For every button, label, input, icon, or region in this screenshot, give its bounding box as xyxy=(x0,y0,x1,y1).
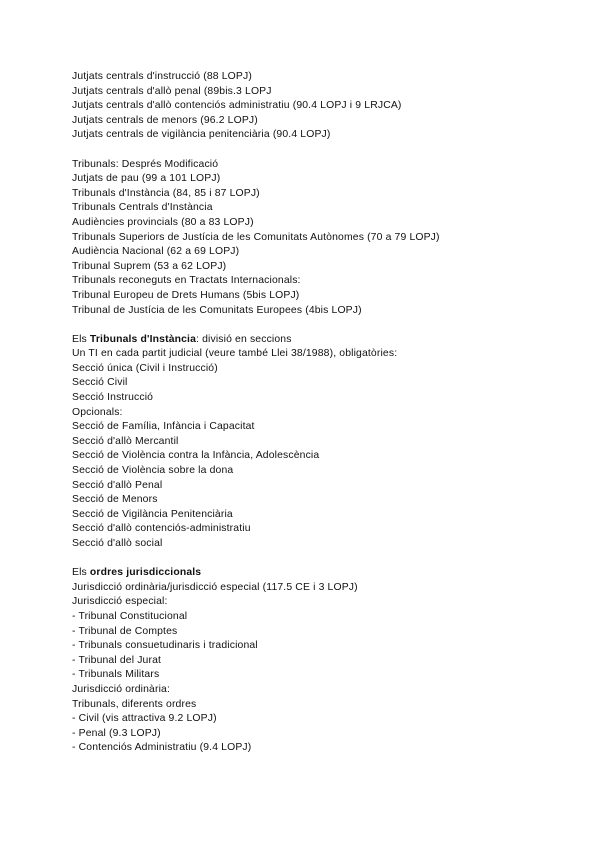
list-item: Tribunal Europeu de Drets Humans (5bis LOPJ) xyxy=(72,289,300,301)
section-heading: Els Tribunals d'Instància: divisió en seccions xyxy=(72,333,292,345)
list-item: - Tribunal del Jurat xyxy=(72,654,162,666)
spacer xyxy=(72,143,552,158)
list-item: Jurisdicció ordinària/jurisdicció especial (117.5 CE i 3 LOPJ) xyxy=(72,581,358,593)
list-item: Tribunals, diferents ordres xyxy=(72,698,197,710)
list-item: Tribunals Superiors de Justícia de les Comunitats Autònomes (70 a 79 LOPJ) xyxy=(72,231,440,243)
ordres-section xyxy=(72,566,552,756)
central-courts-list xyxy=(72,70,552,143)
document-page xyxy=(72,70,552,756)
list-item: Jurisdicció especial: xyxy=(72,596,168,608)
list-item: Jutjats centrals d'instrucció (88 LOPJ) xyxy=(72,71,252,82)
list-item: Secció Instrucció xyxy=(72,392,154,404)
list-item: Secció de Violència sobre la dona xyxy=(72,465,234,477)
tribunals-list xyxy=(72,158,552,319)
list-item: - Tribunal de Comptes xyxy=(72,625,178,637)
list-item: Secció d'allò contenciós-administratiu xyxy=(72,523,251,535)
list-item: Tribunals: Després Modificació xyxy=(72,158,219,170)
list-item: Jutjats centrals d'allò penal (89bis.3 LOPJ xyxy=(72,85,272,97)
list-item: Jutjats centrals d'allò contenciós administratiu (90.4 LOPJ i 9 LRJCA) xyxy=(72,100,402,112)
list-item: - Penal (9.3 LOPJ) xyxy=(72,727,161,739)
list-item: - Contenciós Administratiu (9.4 LOPJ) xyxy=(72,742,252,754)
list-item: Secció de Vigilància Penitenciària xyxy=(72,508,233,520)
list-item: Tribunals reconeguts en Tractats Internacionals: xyxy=(72,275,301,287)
list-item: Secció única (Civil i Instrucció) xyxy=(72,362,218,374)
list-item: Tribunal Suprem (53 a 62 LOPJ) xyxy=(72,260,227,272)
list-item: Jutjats de pau (99 a 101 LOPJ) xyxy=(72,173,221,185)
list-item: Un TI en cada partit judicial (veure també Llei 38/1988), obligatòries: xyxy=(72,348,398,360)
list-item: Jutjats centrals de vigilància penitenciària (90.4 LOPJ) xyxy=(72,129,331,141)
list-item: Opcionals: xyxy=(72,406,123,418)
list-item: Secció de Violència contra la Infància, Adolescència xyxy=(72,450,320,462)
spacer xyxy=(72,552,552,567)
list-item: Tribunals d'Instància (84, 85 i 87 LOPJ) xyxy=(72,187,260,199)
list-item: Secció Civil xyxy=(72,377,128,389)
list-item: Secció d'allò Penal xyxy=(72,479,163,491)
list-item: Audiència Nacional (62 a 69 LOPJ) xyxy=(72,246,240,258)
heading-emphasis: ordres jurisdiccionals xyxy=(89,567,202,579)
list-item: Secció de Família, Infància i Capacitat xyxy=(72,421,255,433)
list-item: Jutjats centrals de menors (96.2 LOPJ) xyxy=(72,114,258,126)
instancia-section xyxy=(72,333,552,552)
section-heading: Els ordres jurisdiccionals xyxy=(72,567,202,579)
heading-emphasis: Tribunals d'Instància xyxy=(89,333,197,345)
list-item: - Tribunals Militars xyxy=(72,669,160,681)
list-item: - Civil (vis attractiva 9.2 LOPJ) xyxy=(72,713,217,725)
list-item: Tribunal de Justícia de les Comunitats Europees (4bis LOPJ) xyxy=(72,304,362,316)
list-item: Audiències provincials (80 a 83 LOPJ) xyxy=(72,216,254,228)
list-item: Secció d'allò Mercantil xyxy=(72,435,179,447)
list-item: Secció d'allò social xyxy=(72,538,163,549)
list-item: Jurisdicció ordinària: xyxy=(72,683,171,695)
list-item: - Tribunals consuetudinaris i tradicional xyxy=(72,640,258,652)
list-item: - Tribunal Constitucional xyxy=(72,610,188,622)
list-item: Secció de Menors xyxy=(72,494,158,506)
list-item: Tribunals Centrals d'Instància xyxy=(72,202,213,214)
spacer xyxy=(72,318,552,333)
